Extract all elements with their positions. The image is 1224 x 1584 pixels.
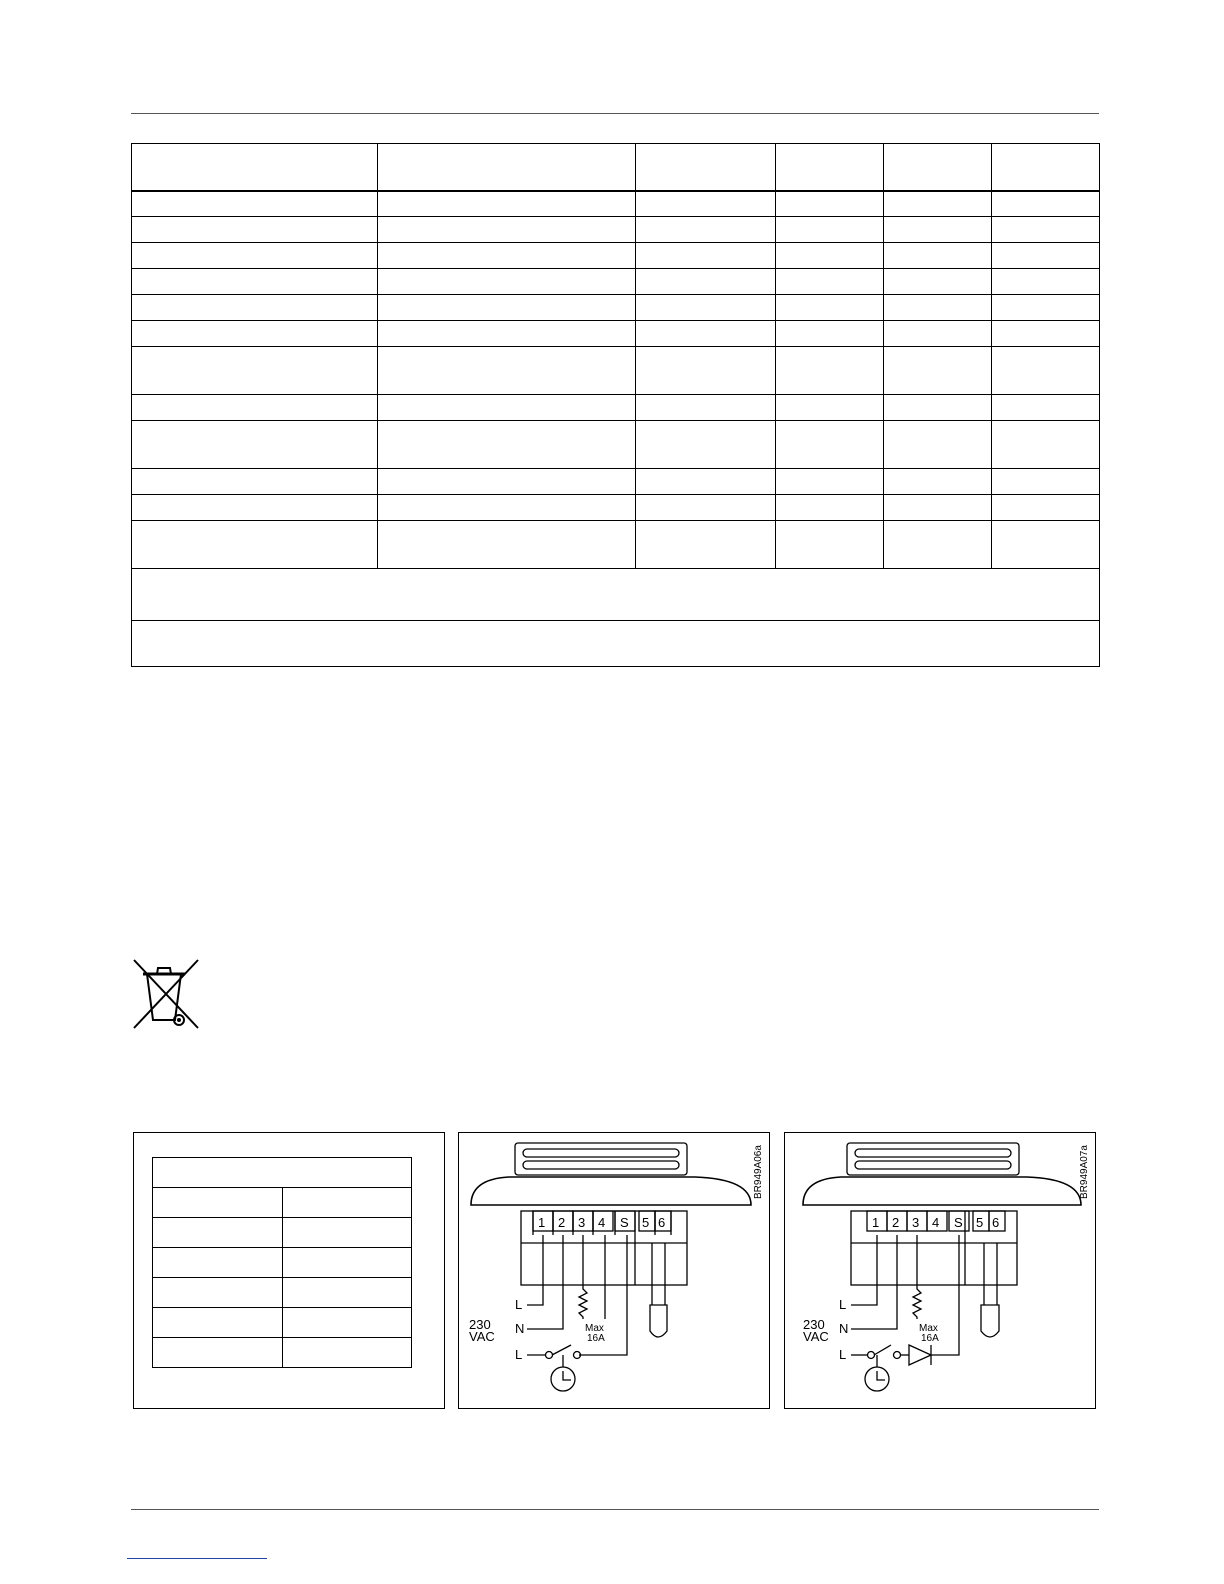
panel-wiring-diagram-left [458, 1132, 770, 1409]
load-label: Max 16A [585, 1323, 605, 1344]
wiring-diagram-right [785, 1133, 1097, 1410]
table-row [132, 269, 1100, 295]
terminal-label: 4 [932, 1215, 940, 1230]
terminal-label: 5 [642, 1215, 650, 1230]
load-label: Max 16A [919, 1323, 939, 1344]
table-row [132, 217, 1100, 243]
table-row [132, 395, 1100, 421]
table-row [132, 295, 1100, 321]
supply-label: 230 VAC [803, 1317, 829, 1344]
line-label: L [839, 1347, 847, 1362]
panel-wiring-diagram-right [784, 1132, 1096, 1409]
neutral-label: N [515, 1321, 525, 1336]
table-row [132, 347, 1100, 395]
footer-rule [131, 1509, 1099, 1510]
table-row [153, 1308, 412, 1338]
terminal-label: S [620, 1215, 629, 1230]
terminal-label: 2 [558, 1215, 566, 1230]
table-note-row [132, 621, 1100, 667]
table-row [132, 469, 1100, 495]
table-row [153, 1278, 412, 1308]
line-label: L [515, 1347, 523, 1362]
weee-crossed-bin-icon [131, 958, 201, 1030]
footer-link-underline [127, 1558, 267, 1559]
terminal-label: 6 [992, 1215, 1000, 1230]
terminal-labels [538, 1215, 665, 1230]
panel-terminal-table [133, 1132, 445, 1409]
table-header-row [132, 144, 1100, 191]
supply-label: 230 VAC [469, 1317, 495, 1344]
table-row [132, 321, 1100, 347]
drawing-code: BR949A07a [1079, 1145, 1090, 1199]
terminal-label: 2 [892, 1215, 900, 1230]
table-row [132, 421, 1100, 469]
neutral-label: N [839, 1321, 849, 1336]
terminal-label: 4 [598, 1215, 606, 1230]
terminal-label: 3 [578, 1215, 586, 1230]
table-row [153, 1188, 412, 1218]
table-row [132, 243, 1100, 269]
table-row [132, 495, 1100, 521]
header-rule [131, 113, 1099, 114]
terminal-label: 6 [658, 1215, 666, 1230]
table-row [153, 1218, 412, 1248]
specification-table [131, 143, 1100, 667]
line-label: L [839, 1297, 847, 1312]
table-row [153, 1248, 412, 1278]
terminal-label: 1 [538, 1215, 546, 1230]
terminal-label: 1 [872, 1215, 880, 1230]
wiring-diagram-left [459, 1133, 771, 1410]
table-row [153, 1338, 412, 1368]
table-row [132, 191, 1100, 217]
drawing-code: BR949A06a [753, 1145, 764, 1199]
terminal-label: 5 [976, 1215, 984, 1230]
terminal-labels [872, 1215, 999, 1230]
terminal-label: S [954, 1215, 963, 1230]
terminal-table [152, 1157, 412, 1368]
table-note-row [132, 569, 1100, 621]
line-label: L [515, 1297, 523, 1312]
table-row [132, 521, 1100, 569]
terminal-label: 3 [912, 1215, 920, 1230]
